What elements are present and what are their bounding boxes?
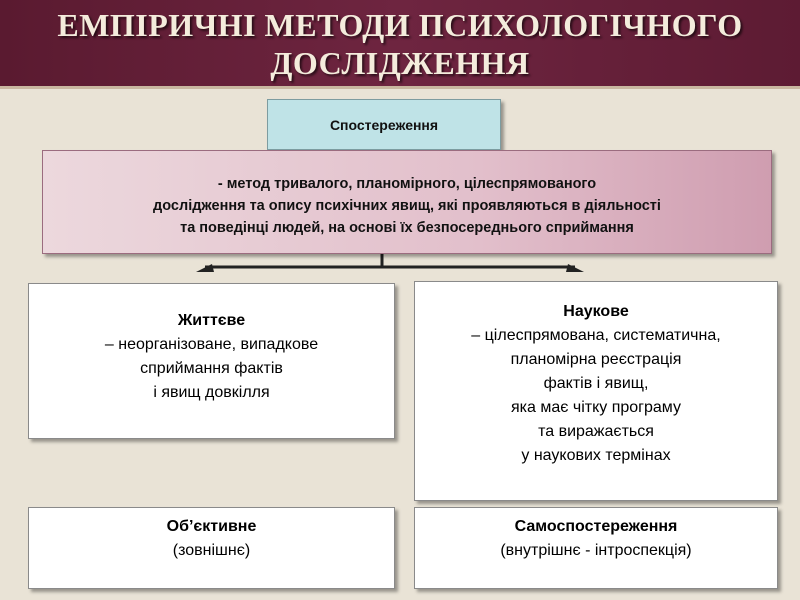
- objective-subtitle: (зовнішнє): [172, 542, 251, 559]
- definition-line-3: та поведінці людей, на основі їх безпосереднього сприймання: [180, 220, 634, 236]
- scientific-line-4: яка має чітку програму: [511, 399, 681, 416]
- title-line-1: ЕМПІРИЧНІ МЕТОДИ ПСИХОЛОГІЧНОГО: [57, 7, 743, 43]
- everyday-line-2: сприймання фактів: [140, 360, 283, 377]
- self-observation-box: [414, 507, 778, 589]
- connector-arrow-left: [196, 264, 214, 272]
- observation-label: Спостереження: [329, 117, 439, 133]
- observation-box: [267, 99, 501, 150]
- scientific-line-6: у наукових термінах: [521, 447, 671, 464]
- definition-line-2: дослідження та опису психічних явищ, які проявляються в діяльності: [153, 198, 661, 214]
- everyday-observation-box: [28, 283, 395, 439]
- scientific-observation-box: [414, 281, 778, 501]
- definition-box: [42, 150, 772, 254]
- self-observation-heading: Самоспостереження: [514, 518, 678, 535]
- scientific-line-1: – цілеспрямована, систематична,: [471, 327, 721, 344]
- scientific-line-2: планомірна реєстрація: [510, 351, 682, 368]
- objective-observation-box: [28, 507, 395, 589]
- scientific-heading: Наукове: [563, 303, 629, 320]
- definition-line-1: - метод тривалого, планомірного, цілеспрямованого: [217, 176, 597, 192]
- everyday-line-3: і явищ довкілля: [153, 384, 270, 401]
- objective-heading: Об’єктивне: [166, 518, 257, 535]
- title-line-2: ДОСЛІДЖЕННЯ: [270, 45, 530, 81]
- scientific-line-5: та виражається: [538, 423, 654, 440]
- scientific-line-3: фактів і явищ,: [543, 375, 649, 392]
- everyday-line-1: – неорганізоване, випадкове: [104, 336, 319, 353]
- connector-arrow-right: [566, 264, 584, 272]
- self-observation-subtitle: (внутрішнє - інтроспекція): [500, 542, 692, 559]
- everyday-heading: Життєве: [177, 312, 246, 329]
